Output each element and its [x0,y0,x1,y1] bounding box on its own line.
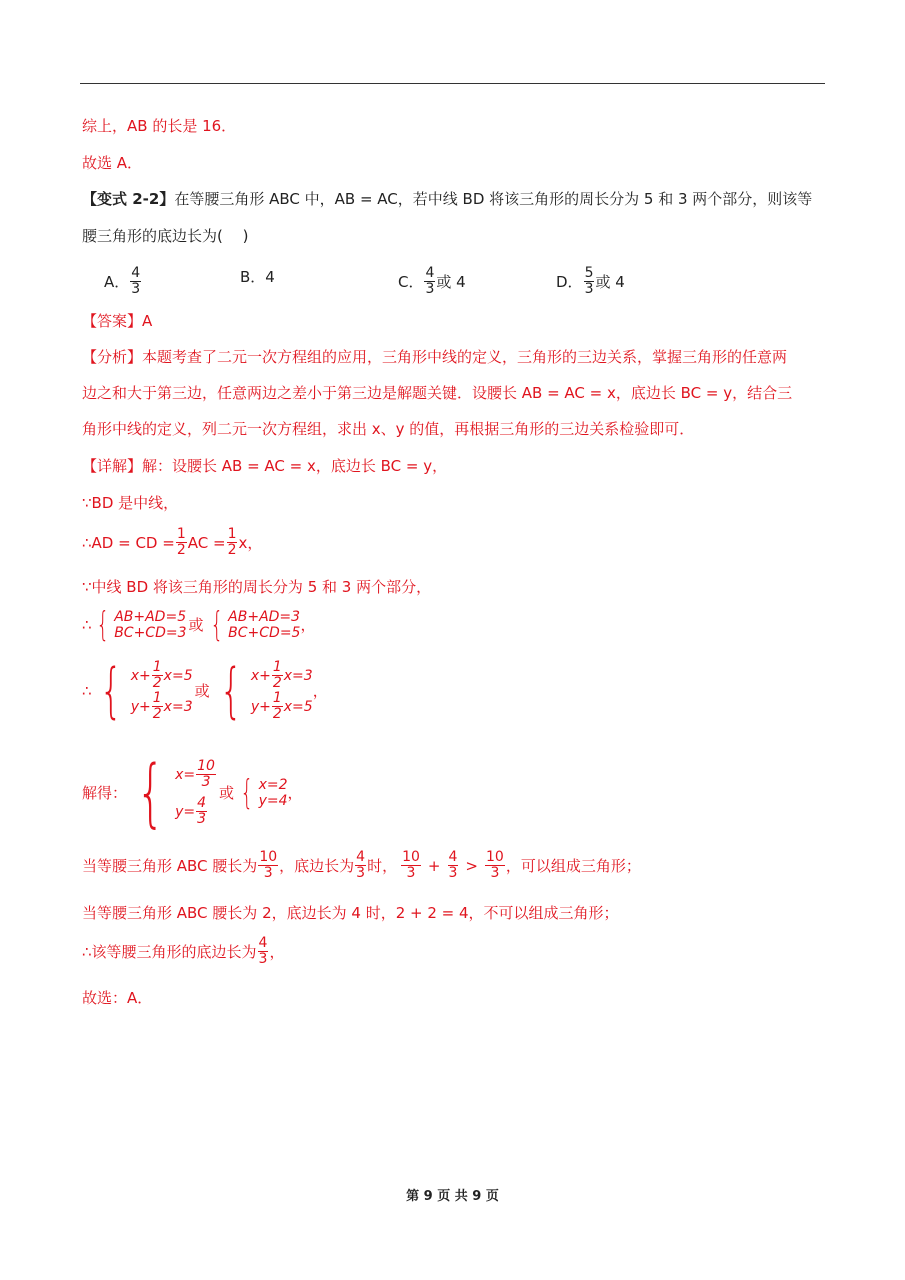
option-a: A． $\frac{4}{3}$ [104,265,141,297]
analysis-line-1: 【分析】本题考查了二元一次方程组的应用，三角形中线的定义，三角形的三边关系，掌握三角形的任意两 [82,348,788,366]
header-rule [80,83,825,84]
solution: 解得： { x= $\frac{10}{3}$ y= $\frac{4}{3}$ 或 { x=2 y=4 ， [82,750,303,836]
question-line-2: 腰三角形的底边长为( ) [82,227,249,245]
case-1: 当等腰三角形 ABC 腰长为 $\frac{10}{3}$ ，底边长为 $\frac{4}{3}$ 时， $\frac{10}{3}$ + $\frac{4}{3}$ > $\frac{10}{3}$ ，可以组成三角形； [82,849,641,881]
analysis-line-3: 角形中线的定义，列二元一次方程组，求出 x、y 的值，再根据三角形的三边关系检验即可． [82,420,695,438]
conclude-line: ∴该等腰三角形的底边长为 $\frac{4}{3}$ ， [82,935,285,967]
answer-line: 【答案】A [82,312,153,330]
final-choice: 故选：A． [82,989,153,1007]
detail-line-3: ∴AD = CD = $\frac{1}{2}$ AC = $\frac{1}{2}$ x， [82,526,263,558]
detail-line-2: ∵BD 是中线， [82,494,179,512]
detail-line-1: 【详解】解：设腰长 AB = AC = x，底边长 BC = y， [82,457,448,475]
question-tag: 【变式 2-2】 [82,190,175,208]
analysis-line-2: 边之和大于第三边，任意两边之差小于第三边是解题关键．设腰长 AB = AC = x，底边长 BC = y，结合三 [82,384,793,402]
option-c: C． $\frac{4}{3}$ 或 4 [398,265,466,297]
option-d: D． $\frac{5}{3}$ 或 4 [556,265,625,297]
case-2: 当等腰三角形 ABC 腰长为 2，底边长为 4 时，2 + 2 = 4，不可以组成三角形； [82,904,619,922]
option-b: B．4 [240,268,275,286]
detail-line-4: ∵中线 BD 将该三角形的周长分为 5 和 3 两个部分， [82,578,432,596]
system-2: ∴ { x+ $\frac{1}{2}$ x=5 y+ $\frac{1}{2}$ x=3 或 { x+ $\frac{1}{2}$ x=3 y+ $\frac{1}{2}$ x=5 ， [82,656,328,726]
page-footer: 第 9 页 共 9 页 [406,1189,499,1204]
system-1: ∴ { AB+AD=5 BC+CD=3 或 { AB+AD=3 BC+CD=5 ， [82,605,316,645]
choice-line: 故选 A． [82,154,143,172]
conclusion-line: 综上，AB 的长是 16． [82,117,237,135]
question-text-1: 在等腰三角形 ABC 中，AB = AC，若中线 BD 将该三角形的周长分为 5 和 3 两个部分，则该等 [174,190,813,208]
question-line-1 [82,189,812,209]
